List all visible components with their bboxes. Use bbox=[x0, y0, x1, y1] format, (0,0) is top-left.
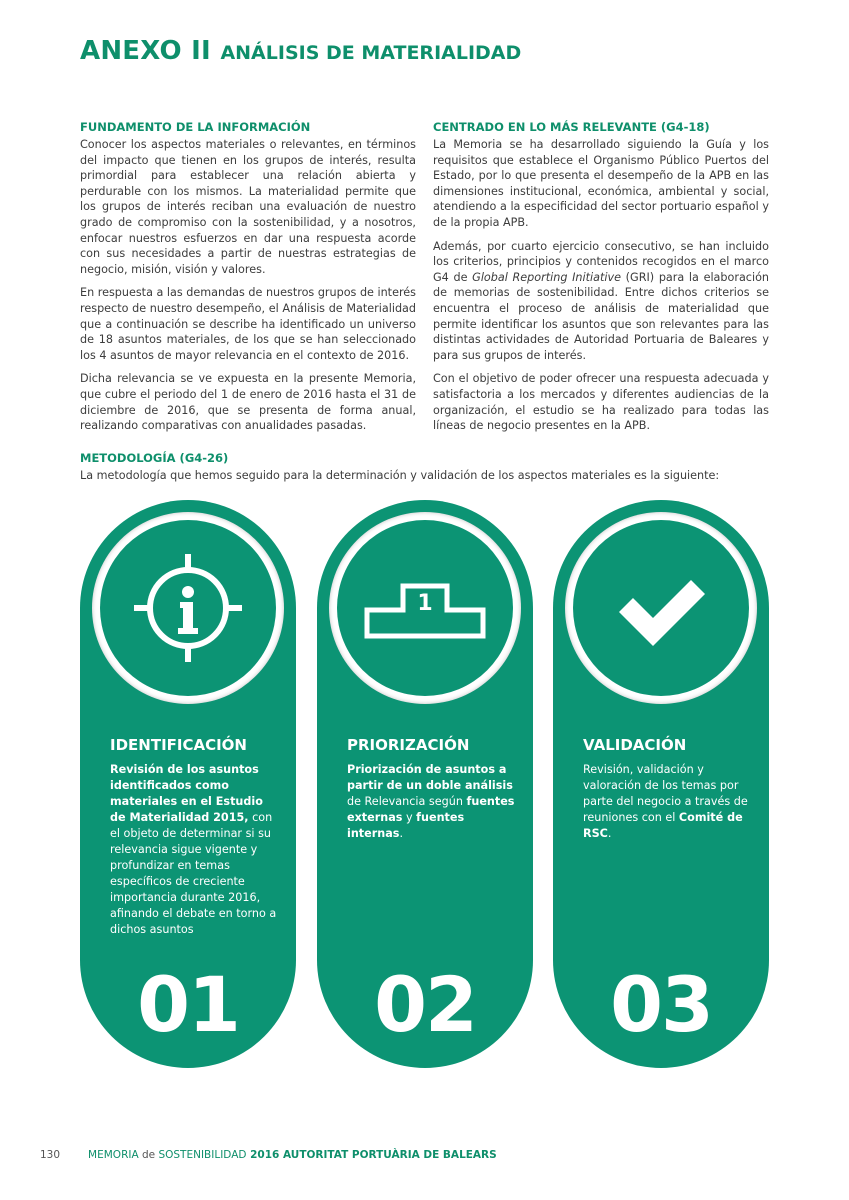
page-number: 130 bbox=[40, 1149, 61, 1161]
footer-organization: 2016 AUTORITAT PORTUÀRIA DE BALEARS bbox=[246, 1149, 497, 1161]
paragraph bbox=[433, 239, 769, 364]
bold-text: Revisión de los asuntos identificados como materiales en el Estudio de Materialidad 2015, bbox=[110, 763, 263, 824]
step-card-priorizacion bbox=[317, 500, 533, 1068]
footer-memoria: MEMORIA bbox=[88, 1149, 139, 1161]
text-span: con el objeto de determinar si su relevancia sigue vigente y profundizar en temas específicos de creciente importancia durante 2016, afinando el debate en torno a dichos asuntos bbox=[110, 811, 277, 936]
icon-ring-inner bbox=[337, 520, 513, 696]
step-number: 01 bbox=[137, 960, 239, 1049]
icon-ring bbox=[565, 512, 757, 704]
title-main: ANEXO II bbox=[80, 36, 211, 66]
bold-text: Comité de RSC bbox=[583, 811, 743, 840]
podium-icon bbox=[337, 520, 513, 696]
step-title: IDENTIFICACIÓN bbox=[110, 736, 247, 754]
section-heading-metodologia: METODOLOGÍA (G4-26) bbox=[80, 451, 229, 465]
step-title: PRIORIZACIÓN bbox=[347, 736, 470, 754]
right-column bbox=[433, 120, 769, 442]
page-title bbox=[80, 36, 521, 66]
step-description bbox=[347, 762, 517, 842]
step-number: 02 bbox=[374, 960, 476, 1049]
paragraph: La Memoria se ha desarrollado siguiendo la Guía y los requisitos que establece el Organismo Público Puertos del Estado, por lo que presenta el desempeño de la APB en las dimensiones institucional, económica, ambiental y social, atendiendo a la especificidad del sector portuario español y de la propia APB. bbox=[433, 138, 769, 229]
metodologia-intro: La metodología que hemos seguido para la determinación y validación de los aspectos materiales es la siguiente: bbox=[80, 469, 720, 482]
text-span: . bbox=[399, 827, 403, 840]
paragraph: En respuesta a las demandas de nuestros grupos de interés respecto de nuestro desempeño, el Análisis de Materialidad que a continuación se describe ha identificado un universo de 18 asuntos materiales, de los que se han seleccionado los 4 asuntos de mayor relevancia en el contexto de 2016. bbox=[80, 286, 417, 362]
step-title: VALIDACIÓN bbox=[583, 736, 687, 754]
text-span: (GRI) para la elaboración de memorias de sostenibilidad. Entre dichos criterios se encuentra el proceso de análisis de materialidad que permite identificar los asuntos que son relevantes para las distintas actividades de Autoridad Portuaria de Baleares y para sus grupos de interés. bbox=[433, 270, 770, 362]
target-info-icon bbox=[100, 520, 276, 696]
bold-text: Priorización de asuntos a partir de un doble análisis bbox=[347, 763, 513, 792]
step-description bbox=[583, 762, 753, 842]
bold-text: fuentes externas bbox=[347, 795, 515, 824]
podium-label: 1 bbox=[417, 591, 433, 616]
footer-sostenibilidad: SOSTENIBILIDAD bbox=[158, 1149, 247, 1161]
footer-de: de bbox=[138, 1149, 159, 1161]
paragraph: Con el objetivo de poder ofrecer una respuesta adecuada y satisfactoria a los mercados y diferentes audiencias de la organización, el estudio se ha realizado para todas las líneas de negocio presentes en la APB. bbox=[433, 372, 769, 433]
section-heading-fundamento: FUNDAMENTO DE LA INFORMACIÓN bbox=[80, 120, 311, 134]
text-span: Además, por cuarto ejercicio consecutivo, se han incluido los criterios, principios y contenidos recogidos en el marco G4 de bbox=[433, 239, 769, 284]
left-column bbox=[80, 120, 416, 442]
text-span: y bbox=[402, 811, 417, 824]
paragraph: Dicha relevancia se ve expuesta en la presente Memoria, que cubre el periodo del 1 de enero de 2016 hasta el 31 de diciembre de 2016, que se presenta de forma anual, realizando comparativas con anualidades pasadas. bbox=[80, 372, 416, 433]
gri-emphasis: Global Reporting Initiative bbox=[472, 270, 621, 284]
title-sub: ANÁLISIS DE MATERIALIDAD bbox=[220, 42, 522, 64]
icon-ring bbox=[329, 512, 521, 704]
bold-text: fuentes internas bbox=[347, 811, 465, 840]
icon-ring-inner bbox=[100, 520, 276, 696]
page-footer bbox=[40, 1149, 497, 1161]
step-card-identificacion bbox=[80, 500, 296, 1068]
metodologia-section bbox=[80, 451, 719, 482]
section-heading-centrado: CENTRADO EN LO MÁS RELEVANTE (G4-18) bbox=[433, 120, 710, 134]
step-card-validacion bbox=[553, 500, 769, 1068]
checkmark-icon bbox=[573, 520, 749, 696]
text-span: de Relevancia según bbox=[347, 795, 467, 808]
step-number: 03 bbox=[610, 960, 712, 1049]
icon-ring-inner bbox=[573, 520, 749, 696]
icon-ring bbox=[92, 512, 284, 704]
step-description bbox=[110, 762, 280, 938]
text-span: Revisión, validación y valoración de los temas por parte del negocio a través de reuniones con el bbox=[583, 763, 748, 824]
text-span: . bbox=[607, 827, 612, 840]
paragraph: Conocer los aspectos materiales o relevantes, en términos del impacto que tienen en los grupos de interés, resulta primordial para establecer una relación abierta y perdurable con los mismos. La materialidad permite que los grupos de interés reciban una evaluación de nuestro grado de compromiso con la sostenibilidad, y a nosotros, enfocar nuestros esfuerzos en dar una respuesta acorde con sus necesidades a partir de nuestras estrategias de negocio, misión, visión y valores. bbox=[80, 138, 416, 276]
